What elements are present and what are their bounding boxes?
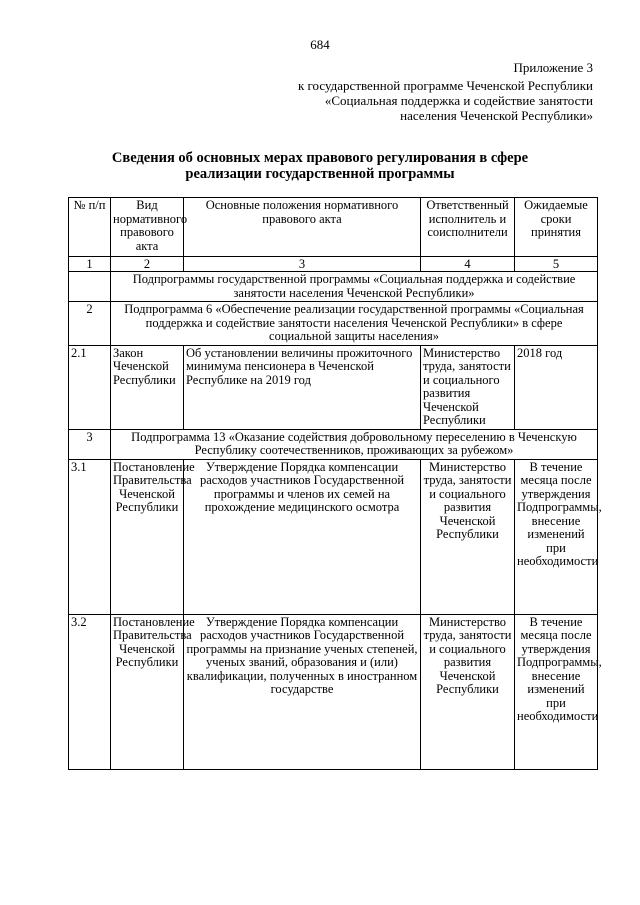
empty-cell — [69, 272, 111, 302]
act-type: Постановление Правительства Чеченской Республики — [111, 614, 184, 769]
document-title-line: Сведения об основных мерах правового регулирования в сфере — [111, 150, 529, 166]
row-number: 2.1 — [69, 345, 111, 429]
column-number: 2 — [111, 257, 184, 272]
page-number: 684 — [310, 37, 330, 52]
row-number: 3.2 — [69, 614, 111, 769]
subprogram-title: Подпрограмма 13 «Оказание содействия добровольному переселению в Чеченскую Республику соотечественников, проживающих за рубежом» — [111, 429, 598, 459]
document-title-line: реализации государственной программы — [185, 166, 455, 182]
program-heading: Подпрограммы государственной программы «Социальная поддержка и содействие занятости населения Чеченской Республики» — [111, 272, 598, 302]
appendix-reference-line: населения Чеченской Республики» — [400, 108, 593, 123]
appendix-reference-line: к государственной программе Чеченской Республики — [297, 78, 593, 93]
executor: Министерство труда, занятости и социального развития Чеченской Республики — [421, 614, 515, 769]
header-act-type: Вид нормативного правового акта — [111, 198, 184, 257]
column-number: 3 — [184, 257, 421, 272]
subprogram-row — [69, 302, 598, 346]
appendix-label: Приложение 3 — [513, 60, 593, 75]
program-heading-row — [69, 272, 598, 302]
deadline: В течение месяца после утверждения Подпрограммы, внесение изменений при необходимости — [515, 459, 598, 614]
row-number: 3.1 — [69, 459, 111, 614]
executor: Министерство труда, занятости и социального развития Чеченской Республики — [421, 345, 515, 429]
header-num: № п/п — [69, 198, 111, 257]
act-type: Постановление Правительства Чеченской Республики — [111, 459, 184, 614]
deadline: 2018 год — [515, 345, 598, 429]
table-row — [69, 614, 598, 769]
header-executor: Ответственный исполнитель и соисполнители — [421, 198, 515, 257]
act-type: Закон Чеченской Республики — [111, 345, 184, 429]
column-number: 1 — [69, 257, 111, 272]
table-row — [69, 459, 598, 614]
column-number-row — [69, 257, 598, 272]
subprogram-number: 2 — [69, 302, 111, 346]
appendix-reference-line: «Социальная поддержка и содействие занятости — [324, 93, 593, 108]
subprogram-title: Подпрограмма 6 «Обеспечение реализации государственной программы «Социальная поддержка и содействие занятости населения Чеченской Республики» в сфере социальной защиты населения» — [111, 302, 598, 346]
deadline: В течение месяца после утверждения Подпрограммы, внесение изменений при необходимости — [515, 614, 598, 769]
act-content: Утверждение Порядка компенсации расходов участников Государственной программы и членов их семей на прохождение медицинского осмотра — [184, 459, 421, 614]
header-deadline: Ожидаемые сроки принятия — [515, 198, 598, 257]
column-number: 4 — [421, 257, 515, 272]
legal-measures-table — [68, 197, 602, 770]
act-content: Утверждение Порядка компенсации расходов участников Государственной программы на признание ученых степеней, ученых званий, образования и (или) квалификации, полученных в иностранном государстве — [184, 614, 421, 769]
document-title — [80, 150, 560, 182]
act-content: Об установлении величины прожиточного минимума пенсионера в Чеченской Республике на 2019 год — [184, 345, 421, 429]
appendix-header — [263, 60, 593, 123]
subprogram-row — [69, 429, 598, 459]
table-row — [69, 345, 598, 429]
header-content: Основные положения нормативного правового акта — [184, 198, 421, 257]
column-number: 5 — [515, 257, 598, 272]
subprogram-number: 3 — [69, 429, 111, 459]
table-header-row — [69, 198, 598, 257]
executor: Министерство труда, занятости и социального развития Чеченской Республики — [421, 459, 515, 614]
